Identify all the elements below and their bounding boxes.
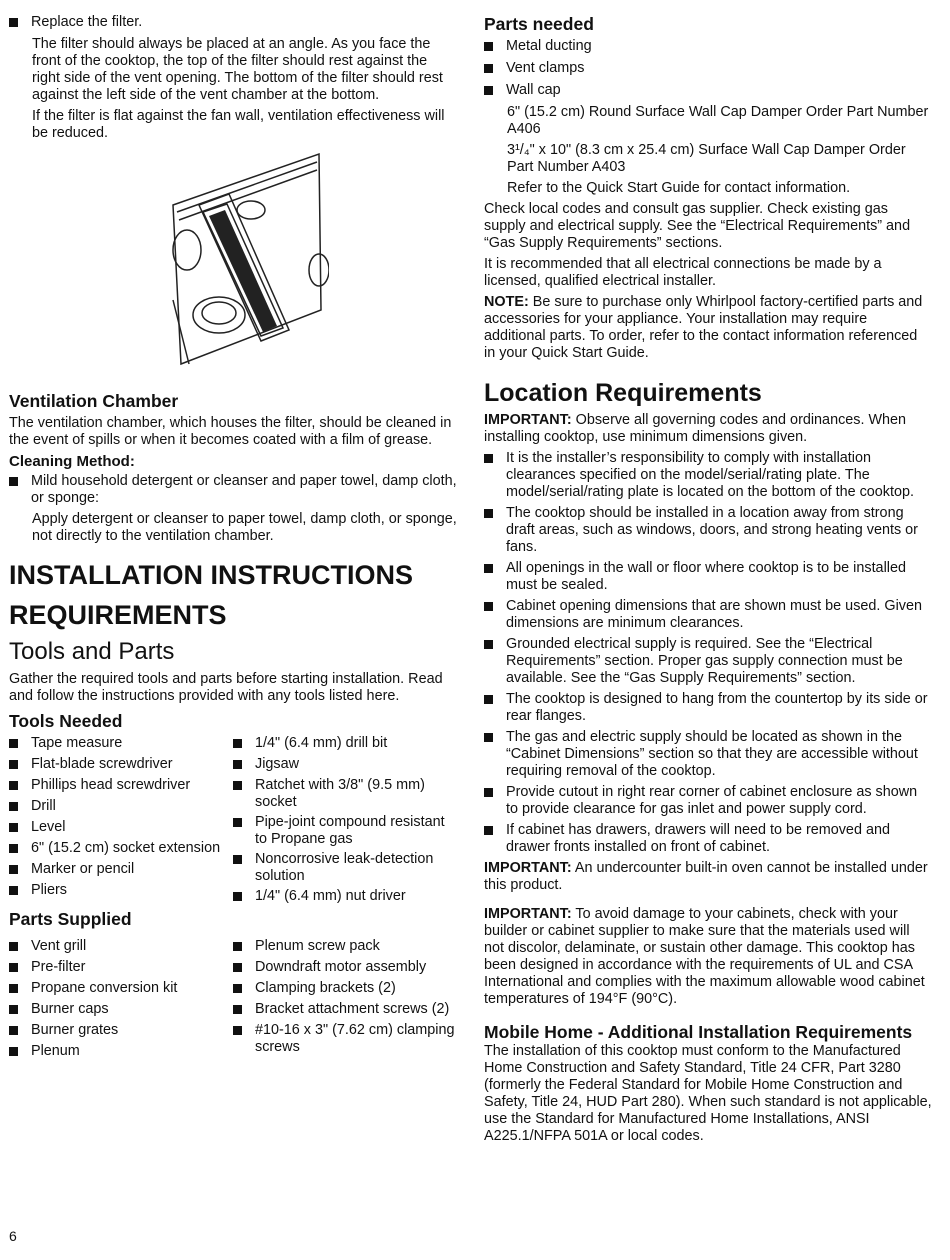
list-item: Burner grates [9,1022,233,1040]
important-label: IMPORTANT: [484,906,572,922]
list-item: Marker or pencil [9,861,233,879]
bullet-icon [233,942,242,951]
note-paragraph: NOTE: Be sure to purchase only Whirlpool factory-certified parts and accessories for your appliance. Your installation may require additional parts. To order, refer to the contact information referenced in your Quick Start Guide. [484,294,923,361]
bullet-icon [9,942,18,951]
bullet-icon [233,818,242,827]
bullet-icon [233,963,242,972]
bullet-icon [484,640,493,649]
section-heading: Mobile Home - Additional Installation Requirements [484,1022,913,1042]
bullet-icon [9,984,18,993]
list-item: Vent grill [9,938,233,956]
list-item: Downdraft motor assembly [233,959,457,977]
list-item: Flat-blade screwdriver [9,756,233,774]
bullet-icon [233,739,242,748]
bullet-icon [9,739,18,748]
paragraph: 6" (15.2 cm) Round Surface Wall Cap Damper Order Part Number A406 [507,104,929,137]
list-item: Clamping brackets (2) [233,980,457,998]
cooktop-filter-illustration [169,150,329,370]
bullet-icon [484,826,493,835]
list-item: Drill [9,798,233,816]
bullet-icon [484,695,493,704]
bullet-icon [9,963,18,972]
bullet-icon [9,760,18,769]
tools-column-1 [9,735,233,909]
bullet-icon [9,823,18,832]
list-item: Pipe-joint compound resistant to Propane gas [233,814,457,848]
left-column [9,14,457,1064]
list-item: Propane conversion kit [9,980,233,998]
list-item: Mild household detergent or cleanser and paper towel, damp cloth, or sponge: [9,473,457,507]
list-item: Bracket attachment screws (2) [233,1001,457,1019]
list-item: It is the installer’s responsibility to comply with installation clearances specified on the model/serial/rating plate. The model/serial/rating plate is located on the bottom of the cooktop. [484,450,932,501]
important-paragraph: IMPORTANT: To avoid damage to your cabinets, check with your builder or cabinet supplier to make sure that the materials used will not discolor, delaminate, or sustain other damage. This cooktop has been designed in accordance with the requirements of UL and CSA International and complies with the maximum allowable wood cabinet temperatures of 194°F (90°C). [484,906,925,1007]
bullet-icon [484,509,493,518]
parts-list [9,938,457,1064]
parts-column-1 [9,938,233,1064]
note-label: NOTE: [484,294,529,310]
list-item: Level [9,819,233,837]
bullet-icon [484,788,493,797]
section-heading: Location Requirements [484,379,762,407]
list-item: Ratchet with 3/8" (9.5 mm) socket [233,777,457,811]
right-column [484,14,932,1149]
bullet-icon [233,892,242,901]
list-item: 6" (15.2 cm) socket extension [9,840,233,858]
subsection-heading: Cleaning Method: [9,453,135,470]
paragraph: 3¹/₄" x 10" (8.3 cm x 25.4 cm) Surface Wall Cap Damper Order Part Number A403 [507,142,906,175]
important-label: IMPORTANT: [484,860,572,876]
bullet-icon [233,1005,242,1014]
bullet-icon [9,865,18,874]
list-item: 1/4" (6.4 mm) nut driver [233,888,457,906]
list-item: Phillips head screwdriver [9,777,233,795]
list-item: Tape measure [9,735,233,753]
bullet-icon [484,564,493,573]
list-item: Plenum [9,1043,233,1061]
list-item: Pre-filter [9,959,233,977]
list-item: Burner caps [9,1001,233,1019]
bullet-icon [233,1026,242,1035]
bullet-icon [484,454,493,463]
list-item: 1/4" (6.4 mm) drill bit [233,735,457,753]
page-number: 6 [9,1228,17,1244]
paragraph: Gather the required tools and parts before starting installation. Read and follow the instructions provided with any tools listed here. [9,671,443,704]
paragraph: The filter should always be placed at an angle. As you face the front of the cooktop, the top of the filter should rest against the right side of the vent opening. The bottom of the filter should rest against the left side of the vent chamber at the bottom. [32,36,443,103]
important-paragraph: IMPORTANT: Observe all governing codes and ordinances. When installing cooktop, use minimum dimensions given. [484,412,907,445]
list-item: Pliers [9,882,233,900]
paragraph: Refer to the Quick Start Guide for contact information. [507,180,851,196]
list-item: Noncorrosive leak-detection solution [233,851,457,885]
section-title: REQUIREMENTS [9,600,227,630]
paragraph: Check local codes and consult gas supplier. Check existing gas supply and electrical supply. See the “Electrical Requirements” and “Gas Supply Requirements” sections. [484,201,911,251]
bullet-icon [9,1005,18,1014]
bullet-icon [484,64,493,73]
tools-column-2 [233,735,457,909]
bullet-icon [233,781,242,790]
important-paragraph: IMPORTANT: An undercounter built-in oven cannot be installed under this product. [484,860,928,893]
bullet-icon [9,18,18,27]
section-heading: Tools Needed [9,711,123,731]
list-item: Replace the filter. [9,14,457,32]
bullet-icon [233,855,242,864]
bullet-icon [484,86,493,95]
list-item: All openings in the wall or floor where cooktop is to be installed must be sealed. [484,560,932,594]
list-item: Jigsaw [233,756,457,774]
paragraph: It is recommended that all electrical connections be made by a licensed, qualified electrical installer. [484,256,882,289]
bullet-icon [9,1047,18,1056]
section-heading: Tools and Parts [9,638,175,665]
bullet-icon [484,602,493,611]
list-item: The cooktop should be installed in a location away from strong draft areas, such as windows, doors, and strong heating vents or fans. [484,505,932,556]
list-item: #10-16 x 3" (7.62 cm) clamping screws [233,1022,457,1056]
list-item: The gas and electric supply should be located as shown in the “Cabinet Dimensions” section so that they are accessible without requiring removal of the cooktop. [484,729,932,780]
list-item: Vent clamps [484,60,932,78]
list-item: Cabinet opening dimensions that are shown must be used. Given dimensions are minimum clearances. [484,598,932,632]
bullet-icon [484,42,493,51]
bullet-icon [9,477,18,486]
important-label: IMPORTANT: [484,412,572,428]
list-item: If cabinet has drawers, drawers will need to be removed and drawer fronts installed on front of cabinet. [484,822,932,856]
list-item: Wall cap [484,82,932,100]
bullet-icon [9,802,18,811]
list-item: Plenum screw pack [233,938,457,956]
parts-column-2 [233,938,457,1064]
paragraph: The installation of this cooktop must conform to the Manufactured Home Construction and Safety Standard, Title 24 CFR, Part 3280 (formerly the Federal Standard for Mobile Home Construction and Safety, Title 24, HUD Part 280). When such standard is not applicable, use the Standard for Manufactured Home Installations, ANSI A225.1/NFPA 501A or local codes. [484,1043,932,1144]
bullet-icon [9,1026,18,1035]
list-item: Metal ducting [484,38,932,56]
list-item: Grounded electrical supply is required. See the “Electrical Requirements” section. Proper gas supply connection must be available. See the “Gas Supply Requirements” section. [484,636,932,687]
paragraph: Apply detergent or cleanser to paper towel, damp cloth, or sponge, not directly to the ventilation chamber. [32,511,457,544]
section-heading: Ventilation Chamber [9,391,179,411]
bullet-icon [233,984,242,993]
list-item: Provide cutout in right rear corner of cabinet enclosure as shown to provide clearance for gas inlet and power supply cord. [484,784,932,818]
list-item: The cooktop is designed to hang from the countertop by its side or rear flanges. [484,691,932,725]
page-title: INSTALLATION INSTRUCTIONS [9,560,413,590]
bullet-icon [484,733,493,742]
bullet-icon [233,760,242,769]
section-heading: Parts needed [484,14,594,34]
bullet-icon [9,844,18,853]
bullet-icon [9,886,18,895]
paragraph: If the filter is flat against the fan wall, ventilation effectiveness will be reduced. [32,108,445,141]
paragraph: The ventilation chamber, which houses the filter, should be cleaned in the event of spills or when it becomes coated with a film of grease. [9,415,452,448]
tools-list [9,735,457,909]
section-heading: Parts Supplied [9,909,132,929]
bullet-icon [9,781,18,790]
